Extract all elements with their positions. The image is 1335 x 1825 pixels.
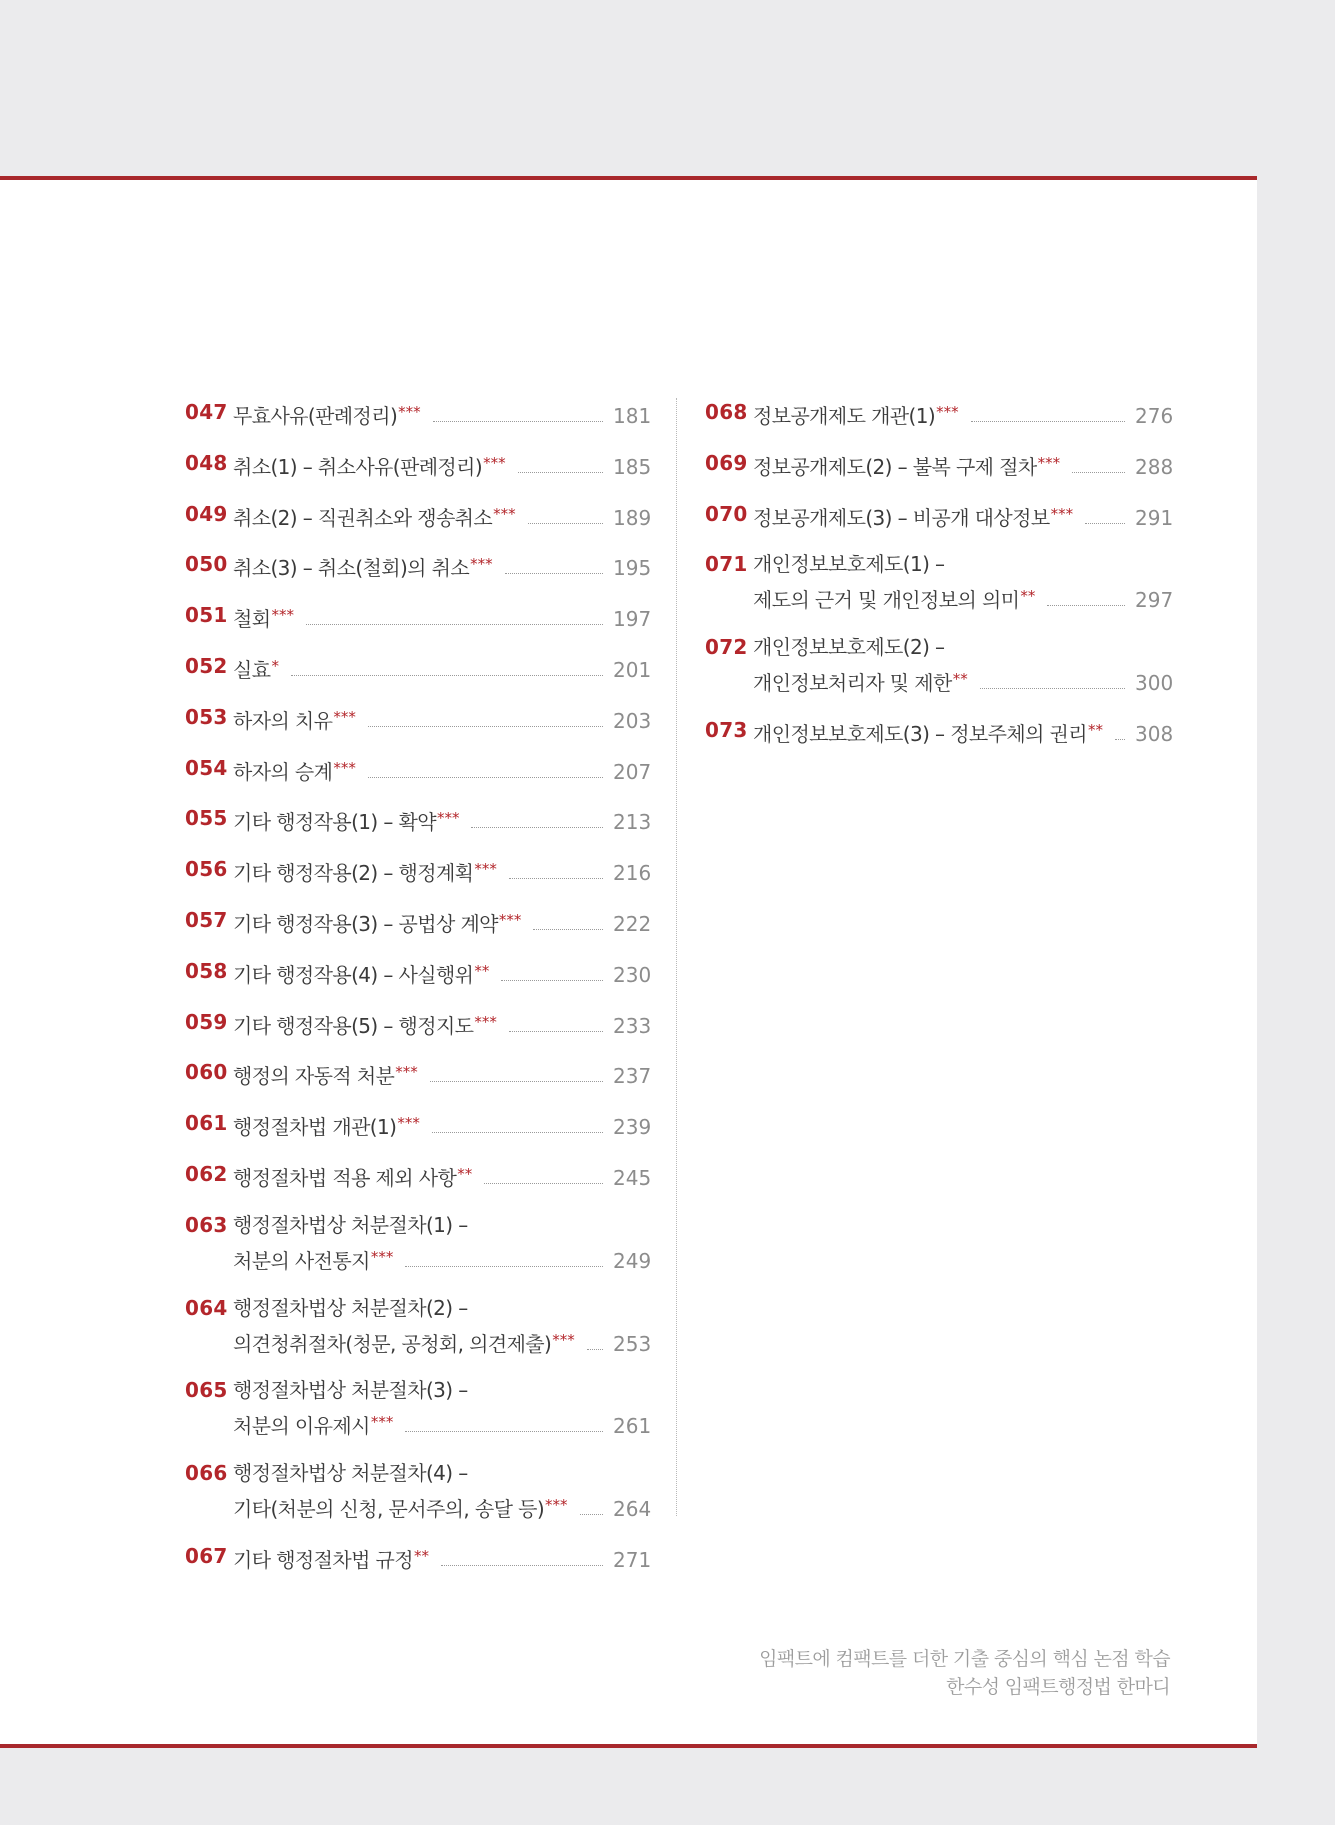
entry-number: 072 <box>705 635 748 660</box>
entry-line <box>233 1489 652 1525</box>
entry-body <box>233 548 652 584</box>
dot-leader <box>368 726 603 727</box>
dot-leader <box>509 1031 603 1032</box>
dot-leader <box>291 675 603 676</box>
dot-leader <box>980 688 1125 689</box>
entry-number: 070 <box>705 501 748 526</box>
entry-line <box>233 650 652 686</box>
entry-title: 정보공개제도(2) – 불복 구제 절차 <box>753 454 1037 479</box>
entry-body <box>753 498 1174 534</box>
entry-page-number: 245 <box>613 1165 652 1190</box>
footer-tagline: 임팩트에 컴팩트를 더한 기출 중심의 핵심 논점 학습 <box>759 1648 1170 1670</box>
entry-page-number: 264 <box>613 1497 652 1522</box>
entry-number: 057 <box>185 907 228 932</box>
entry-title: 행정절차법상 처분절차(2) – <box>233 1295 468 1320</box>
entry-line <box>753 631 1171 663</box>
entry-title: 행정절차법상 처분절차(3) – <box>233 1378 468 1403</box>
entry-title-wrap <box>233 1292 468 1324</box>
toc-entry[interactable] <box>185 1006 652 1042</box>
entry-title: 철회 <box>233 607 271 632</box>
entry-title: 기타 행정작용(1) – 확약 <box>233 810 436 835</box>
dot-leader <box>430 1081 603 1082</box>
entry-title: 취소(2) – 직권취소와 쟁송취소 <box>233 505 493 530</box>
entry-page-number: 239 <box>613 1115 652 1140</box>
entry-title-wrap <box>233 955 489 991</box>
entry-body <box>233 599 652 635</box>
entry-title-wrap <box>753 498 1073 534</box>
importance-stars: *** <box>436 809 460 828</box>
entry-line <box>753 548 1171 580</box>
dot-leader <box>518 472 603 473</box>
entry-number: 065 <box>185 1378 228 1403</box>
toc-entry[interactable] <box>185 498 652 534</box>
entry-page-number: 185 <box>613 454 652 479</box>
entry-title: 취소(3) – 취소(철회)의 취소 <box>233 556 470 581</box>
toc-entry[interactable] <box>185 1292 652 1360</box>
entry-title-wrap <box>233 802 459 838</box>
entry-line <box>233 1158 652 1194</box>
entry-line <box>753 663 1174 699</box>
entry-body <box>233 955 652 991</box>
entry-line <box>233 904 652 940</box>
importance-stars: *** <box>552 1330 575 1349</box>
importance-stars: ** <box>952 670 968 689</box>
entry-title-wrap <box>233 498 516 534</box>
entry-page-number: 276 <box>1135 404 1174 428</box>
entry-page-number: 181 <box>613 404 652 428</box>
dot-leader <box>405 1431 603 1432</box>
entry-title: 기타 행정작용(5) – 행정지도 <box>233 1013 474 1038</box>
entry-line <box>753 580 1174 616</box>
entry-title: 기타 행정절차법 규정 <box>233 1547 413 1572</box>
entry-page-number: 216 <box>613 861 652 886</box>
entry-title-wrap <box>233 1107 420 1143</box>
importance-stars: *** <box>545 1496 568 1515</box>
entry-line <box>233 1241 652 1277</box>
entry-title-wrap <box>233 1374 468 1406</box>
entry-number: 058 <box>185 958 228 983</box>
entry-title: 취소(1) – 취소사유(판례정리) <box>233 454 483 479</box>
entry-page-number: 222 <box>613 911 652 936</box>
entry-title: 하자의 치유 <box>233 708 333 733</box>
importance-stars: *** <box>370 1247 394 1266</box>
dot-leader <box>971 421 1125 422</box>
toc-entry[interactable] <box>185 853 652 889</box>
entry-title-wrap <box>233 1540 429 1576</box>
dot-leader <box>533 929 603 930</box>
toc-entry[interactable] <box>705 631 1174 699</box>
entry-line <box>233 1006 652 1042</box>
entry-number: 066 <box>185 1461 228 1486</box>
entry-title: 행정절차법상 처분절차(1) – <box>233 1212 468 1237</box>
entry-line <box>233 853 652 889</box>
entry-number: 050 <box>185 552 228 577</box>
entry-title-wrap <box>233 1056 418 1092</box>
toc-entry[interactable] <box>185 548 652 584</box>
toc-entry[interactable] <box>185 447 652 483</box>
bottom-rule <box>0 1744 1257 1748</box>
importance-stars: ** <box>1020 587 1036 606</box>
importance-stars: *** <box>333 707 356 726</box>
entry-page-number: 253 <box>613 1331 652 1356</box>
toc-entry[interactable] <box>185 752 652 788</box>
dot-leader <box>433 421 603 422</box>
entry-body <box>233 1457 652 1525</box>
entry-title: 의견청취절차(청문, 공청회, 의견제출) <box>233 1331 552 1356</box>
entry-line <box>233 396 652 432</box>
toc-entry[interactable] <box>185 650 652 686</box>
entry-number: 048 <box>185 450 228 475</box>
toc-column-left <box>185 396 652 1591</box>
entry-number: 063 <box>185 1212 228 1237</box>
importance-stars: *** <box>333 758 356 777</box>
entry-title-wrap <box>753 548 944 580</box>
entry-page-number: 308 <box>1135 721 1174 746</box>
dot-leader <box>471 827 603 828</box>
importance-stars: *** <box>470 555 493 574</box>
toc-entry[interactable] <box>185 1374 652 1442</box>
entry-line <box>233 1540 652 1576</box>
entry-number: 062 <box>185 1161 228 1186</box>
entry-body <box>233 1107 652 1143</box>
entry-number: 054 <box>185 755 228 780</box>
importance-stars: *** <box>370 1413 394 1432</box>
entry-page-number: 261 <box>613 1414 652 1439</box>
importance-stars: ** <box>1088 720 1104 739</box>
dot-leader <box>368 777 603 778</box>
entry-title: 정보공개제도 개관(1) <box>753 404 936 428</box>
toc-entry[interactable] <box>185 1056 652 1092</box>
entry-title-wrap <box>753 714 1103 750</box>
entry-line <box>233 1374 649 1406</box>
toc-entry[interactable] <box>185 1158 652 1194</box>
entry-title: 개인정보보호제도(1) – <box>753 552 945 577</box>
dot-leader <box>306 624 603 625</box>
entry-body <box>233 802 652 838</box>
entry-page-number: 300 <box>1135 671 1174 696</box>
entry-title: 개인정보처리자 및 제한 <box>753 671 952 696</box>
entry-title-wrap <box>233 1457 468 1489</box>
entry-line <box>233 1209 649 1241</box>
entry-page-number: 189 <box>613 505 652 530</box>
entry-title-wrap <box>233 599 294 635</box>
importance-stars: ** <box>457 1164 473 1183</box>
entry-body <box>233 1006 652 1042</box>
entry-body <box>753 631 1174 699</box>
entry-number: 055 <box>185 806 228 831</box>
entry-title-wrap <box>233 1406 393 1442</box>
dot-leader <box>1047 605 1125 606</box>
entry-title: 행정의 자동적 처분 <box>233 1064 395 1089</box>
entry-page-number: 195 <box>613 556 652 581</box>
entry-body <box>233 752 652 788</box>
importance-stars: ** <box>474 961 490 980</box>
entry-title-wrap <box>233 1324 575 1360</box>
entry-page-number: 201 <box>613 657 652 682</box>
entry-line <box>233 802 652 838</box>
entry-body <box>233 650 652 686</box>
entry-page-number: 197 <box>613 607 652 632</box>
entry-title-wrap <box>233 853 497 889</box>
importance-stars: *** <box>474 1012 497 1031</box>
entry-body <box>233 1209 652 1277</box>
entry-title: 행정절차법상 처분절차(4) – <box>233 1461 468 1486</box>
entry-line <box>753 396 1174 432</box>
entry-number: 061 <box>185 1111 228 1136</box>
entry-title-wrap <box>753 396 959 432</box>
entry-title: 행정절차법 개관(1) <box>233 1115 397 1140</box>
entry-line <box>233 1457 649 1489</box>
entry-line <box>233 548 652 584</box>
entry-title: 행정절차법 적용 제외 사항 <box>233 1165 457 1190</box>
entry-page-number: 230 <box>613 962 652 987</box>
entry-number: 056 <box>185 857 228 882</box>
entry-number: 060 <box>185 1060 228 1085</box>
importance-stars: *** <box>474 860 497 879</box>
toc-entry[interactable] <box>705 548 1174 616</box>
entry-body <box>233 853 652 889</box>
entry-number: 067 <box>185 1543 228 1568</box>
entry-line <box>233 447 652 483</box>
entry-body <box>233 701 652 737</box>
entry-line <box>233 1324 652 1360</box>
entry-page-number: 291 <box>1135 505 1174 530</box>
entry-title-wrap <box>233 650 279 686</box>
entry-page-number: 297 <box>1135 588 1174 613</box>
entry-number: 068 <box>705 400 748 424</box>
footer-book-title: 한수성 임팩트행정법 한마디 <box>946 1676 1170 1698</box>
entry-body <box>233 447 652 483</box>
entry-page-number: 288 <box>1135 454 1174 479</box>
importance-stars: *** <box>397 1114 420 1133</box>
entry-body <box>233 498 652 534</box>
entry-title-wrap <box>233 904 521 940</box>
entry-line <box>233 1056 652 1092</box>
importance-stars: *** <box>398 403 421 421</box>
toc-entry[interactable] <box>705 447 1174 483</box>
entry-line <box>753 714 1174 750</box>
entry-body <box>233 1056 652 1092</box>
entry-number: 069 <box>705 450 748 475</box>
entry-number: 064 <box>185 1295 228 1320</box>
entry-number: 059 <box>185 1009 228 1034</box>
entry-page-number: 207 <box>613 759 652 784</box>
entry-line <box>233 701 652 737</box>
importance-stars: ** <box>414 1546 429 1565</box>
toc-entry[interactable] <box>185 1107 652 1143</box>
toc-entry[interactable] <box>185 904 652 940</box>
entry-line <box>233 498 652 534</box>
entry-title-wrap <box>233 1241 393 1277</box>
entry-page-number: 249 <box>613 1248 652 1273</box>
entry-title-wrap <box>233 752 356 788</box>
toc-entry[interactable] <box>705 714 1174 750</box>
importance-stars: *** <box>271 606 294 625</box>
entry-body <box>233 1158 652 1194</box>
toc-entry[interactable] <box>185 1540 652 1576</box>
entry-line <box>233 752 652 788</box>
entry-page-number: 233 <box>613 1013 652 1038</box>
toc-entry[interactable] <box>185 1457 652 1525</box>
toc-entry[interactable] <box>185 1209 652 1277</box>
dot-leader <box>580 1514 603 1515</box>
toc-entry[interactable] <box>185 599 652 635</box>
importance-stars: *** <box>395 1063 418 1082</box>
dot-leader <box>432 1132 603 1133</box>
entry-title: 개인정보보호제도(2) – <box>753 635 945 660</box>
entry-line <box>233 599 652 635</box>
entry-title: 실효 <box>233 657 271 682</box>
toc-entry[interactable] <box>185 955 652 991</box>
entry-body <box>753 548 1174 616</box>
entry-title: 기타 행정작용(3) – 공법상 계약 <box>233 911 498 936</box>
entry-body <box>233 396 652 432</box>
dot-leader <box>505 573 603 574</box>
entry-body <box>233 904 652 940</box>
importance-stars: *** <box>493 504 516 523</box>
entry-title-wrap <box>753 663 968 699</box>
entry-page-number: 213 <box>613 810 652 835</box>
importance-stars: *** <box>498 910 522 929</box>
entry-body <box>753 447 1174 483</box>
entry-title-wrap <box>233 1158 472 1194</box>
footer <box>759 1645 1170 1701</box>
dot-leader <box>587 1349 603 1350</box>
entry-title: 무효사유(판례정리) <box>233 404 398 428</box>
entry-title: 개인정보보호제도(3) – 정보주체의 권리 <box>753 721 1088 746</box>
toc-entry[interactable] <box>185 701 652 737</box>
entry-body <box>753 396 1174 432</box>
entry-number: 073 <box>705 717 748 742</box>
entry-page-number: 237 <box>613 1064 652 1089</box>
toc-entry[interactable] <box>185 396 652 432</box>
dot-leader <box>441 1565 603 1566</box>
entry-line <box>233 1406 652 1442</box>
entry-line <box>753 447 1174 483</box>
dot-leader <box>484 1183 603 1184</box>
importance-stars: *** <box>1050 504 1074 523</box>
entry-number: 052 <box>185 653 228 678</box>
entry-number: 049 <box>185 501 228 526</box>
top-rule <box>0 176 1257 180</box>
entry-title: 기타 행정작용(4) – 사실행위 <box>233 962 474 987</box>
entry-line <box>753 498 1174 534</box>
entry-number: 047 <box>185 400 228 424</box>
entry-title-wrap <box>233 1489 568 1525</box>
toc-entry[interactable] <box>185 802 652 838</box>
toc-column-right <box>705 396 1174 765</box>
entry-title: 제도의 근거 및 개인정보의 의미 <box>753 588 1020 613</box>
column-divider <box>676 398 677 1516</box>
importance-stars: *** <box>1037 453 1061 472</box>
entry-page-number: 271 <box>613 1547 652 1572</box>
entry-page-number: 203 <box>613 708 652 733</box>
entry-title-wrap <box>233 1209 468 1241</box>
entry-body <box>233 1292 652 1360</box>
entry-line <box>233 955 652 991</box>
entry-title-wrap <box>233 447 506 483</box>
entry-title: 하자의 승계 <box>233 759 333 784</box>
dot-leader <box>1115 739 1125 740</box>
importance-stars: * <box>271 656 279 675</box>
dot-leader <box>509 878 603 879</box>
entry-title: 처분의 이유제시 <box>233 1414 370 1439</box>
entry-title-wrap <box>233 396 421 432</box>
toc-entry[interactable] <box>705 396 1174 432</box>
entry-title-wrap <box>753 631 944 663</box>
entry-title-wrap <box>233 701 356 737</box>
entry-title: 정보공개제도(3) – 비공개 대상정보 <box>753 505 1050 530</box>
entry-number: 071 <box>705 552 748 577</box>
entry-title-wrap <box>753 447 1060 483</box>
entry-title-wrap <box>233 548 493 584</box>
entry-line <box>233 1107 652 1143</box>
importance-stars: *** <box>936 403 959 421</box>
entry-line <box>233 1292 649 1324</box>
entry-body <box>753 714 1174 750</box>
importance-stars: *** <box>483 453 506 472</box>
dot-leader <box>1085 523 1125 524</box>
dot-leader <box>1072 472 1125 473</box>
entry-number: 051 <box>185 603 228 628</box>
entry-number: 053 <box>185 704 228 729</box>
entry-title-wrap <box>233 1006 497 1042</box>
dot-leader <box>405 1266 603 1267</box>
entry-body <box>233 1540 652 1576</box>
entry-title: 기타 행정작용(2) – 행정계획 <box>233 861 474 886</box>
dot-leader <box>528 523 603 524</box>
entry-body <box>233 1374 652 1442</box>
entry-title: 기타(처분의 신청, 문서주의, 송달 등) <box>233 1497 545 1522</box>
entry-title: 처분의 사전통지 <box>233 1248 370 1273</box>
dot-leader <box>501 980 603 981</box>
toc-entry[interactable] <box>705 498 1174 534</box>
entry-title-wrap <box>753 580 1035 616</box>
